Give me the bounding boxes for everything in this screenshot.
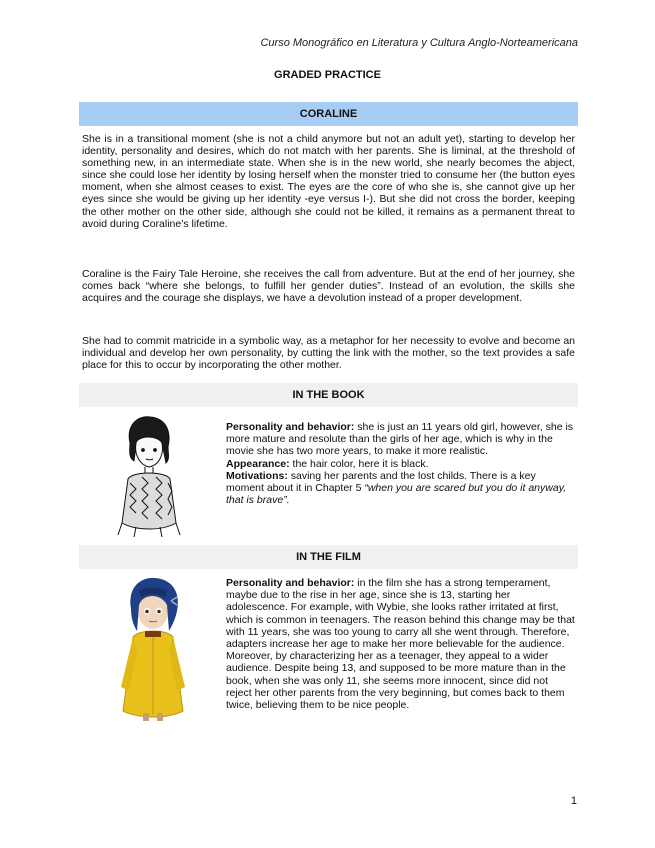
document-title: GRADED PRACTICE <box>274 69 381 81</box>
film-coraline-illustration <box>113 575 193 723</box>
book-motivations-label: Motivations: <box>226 469 288 482</box>
film-personality-text: in the film she has a strong temperament, maybe due to the rise in her age, since she is 13, starting her adolescence. For example, with Wybie, she looks rather irritated at first, which is common in teenagers. The reason behind this change may be that with 11 years, she was too young to carry all she went through. Therefore, adapters increase her age to make her more believable for the audience. Moreover, by characterizing her as a teenager, they appeal to a wider audience. Despite being 13, and supposed to be more mature than in the book, when she was only 11, she seems more innocent, since did not reject her other parents from the very beginning, but comes back to them twice, believing them to be nice people. <box>226 577 575 712</box>
book-appearance-text: the hair color, here it is black. <box>289 457 429 470</box>
coraline-heading: CORALINE <box>79 102 578 126</box>
course-header: Curso Monográfico en Literatura y Cultura Anglo-Norteamericana <box>260 37 578 49</box>
film-description <box>226 577 575 711</box>
book-coraline-illustration <box>112 413 184 537</box>
page-number: 1 <box>570 795 577 807</box>
book-heading: IN THE BOOK <box>79 383 578 407</box>
film-personality-label: Personality and behavior: <box>226 577 355 589</box>
intro-paragraph-3: She had to commit matricide in a symbolic way, as a metaphor for her necessity to evolve and become an individual and develop her own personality, by cutting the link with the mother, so the text provides a safe place for this to occur by incorporating the other mother. <box>82 335 575 372</box>
book-personality-text: she is just an 11 years old girl, however, she is more mature and resolute than the girls of her age, which is why in the movie she has two more years, to make it more realistic. <box>226 421 574 458</box>
film-heading: IN THE FILM <box>79 545 578 569</box>
book-quote: “when you are scared but you do it anyway, that is brave”. <box>226 482 567 507</box>
intro-paragraph-2: Coraline is the Fairy Tale Heroine, she receives the call from adventure. But at the end of her journey, she comes back “where she belongs, to fulfill her gender duties”. Instead of an evolution, the skills she acquires and the courage she displays, we have a devolution instead of a proper development. <box>82 268 575 305</box>
book-description <box>226 421 575 506</box>
intro-paragraph-1: She is in a transitional moment (she is not a child anymore but not an adult yet), starting to develop her identity, personality and desires, which do not match with her parents. She is liminal, at the threshold of something new, in an intermediate state. When she is in the new world, she nearly becomes the abject, since she could lose her identity by losing herself when the monster tried to consume her (the button eyes moment, when she almost ceases to exist. The eyes are the core of who she is, she cannot give up her eyes since she would be giving up her identity -eye versus I-). But she did not cross the border, keeping the other mother on the other side, although she could not be killed, it remains as a permanent threat to avoid during Coraline’s lifetime. <box>82 133 575 230</box>
book-motivations-text: saving her parents and the lost childs. There is a key moment about it in Chapter 5 <box>226 469 536 495</box>
book-appearance-label: Appearance: <box>226 457 290 470</box>
book-personality-label: Personality and behavior: <box>226 421 355 433</box>
